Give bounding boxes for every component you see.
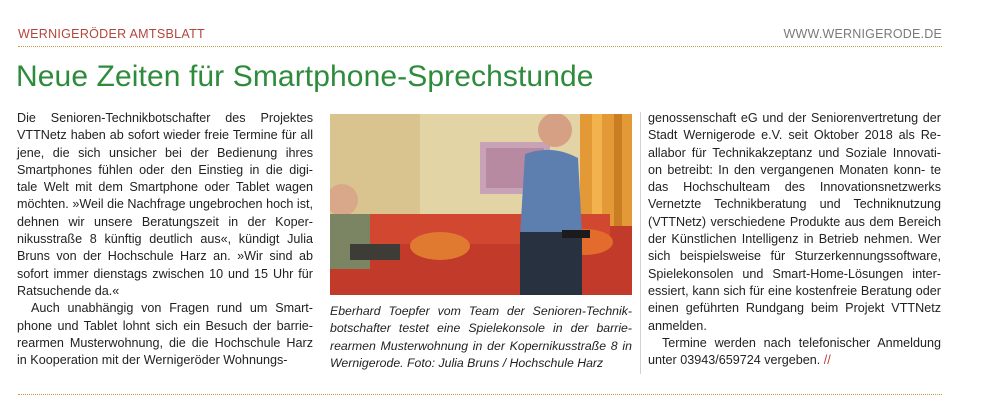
paragraph-1: Die Senioren-Technikbotschafter des Projektes VTTNetz haben ab sofort wieder freie Termine für all jene, die sich unsicher bei der Bedienung ihres Smartphones fühlen oder den Einstieg in die digi- tale Welt mit dem Smartphone oder Tablet wagen möchten. »Weil die Nachfrage ungebrochen hoch ist, dehnen wir unsere Beratungszeit in der Koper- nikusstraße 8 künftig deutlich aus«, kündigt Julia Bruns von der Hochschule Harz an. »Wir sind ab sofort immer dienstags zwischen 10 und 15 Uhr für Ratsuchende da.« (17, 111, 313, 298)
bottom-dotted-rule (18, 394, 942, 395)
column-divider (640, 112, 641, 374)
top-dotted-rule (18, 46, 942, 47)
paragraph-2: Auch unabhängig von Fragen rund um Smart- phone und Tablet lohnt sich ein Besuch der barrie- rearmen Musterwohnung, die die Hochschule Harz in Kooperation mit der Wernigeröder Wohnungs- (17, 301, 313, 368)
masthead (18, 27, 942, 47)
publication-name: WERNIGERÖDER AMTSBLATT (18, 27, 205, 41)
article-headline: Neue Zeiten für Smartphone-Sprechstunde (16, 60, 594, 93)
column-1 (17, 110, 313, 369)
paragraph-4: Termine werden nach telefonischer Anmeldung unter 03943/659724 vergeben. // (648, 335, 941, 368)
website-url[interactable]: WWW.WERNIGERODE.DE (783, 27, 942, 41)
photo-caption: Eberhard Toepfer vom Team der Senioren-Technik- botschafter testet eine Spielekonsole in der barrie- rearmen Musterwohnung in der Kopernikusstraße 8 in Wernigerode. Foto: Julia Bruns / Hochschule Harz (330, 304, 632, 371)
end-mark: // (823, 353, 831, 368)
article-photo (330, 114, 632, 295)
column-3 (648, 110, 941, 369)
paragraph-3: genossenschaft eG und der Seniorenvertretung der Stadt Wernigerode e.V. seit Oktober 2018 als Re- allabor für Technikakzeptanz und Soziale Innovati- on betreibt: In den vergangenen Monaten konn- te das Hochschulteam des Innovationsnetzwerks Vernetzte Technikberatung und Techniknutzung (VTTNetz) verschiedene Produkte aus dem Bereich der Künstlichen Intelligenz in Betrieb nehmen. Wer sich beispielsweise für Sturzerkennungssoftware, Spielekonsolen und Smart-Home-Lösungen inter- essiert, kann sich für eine kostenfreie Beratung oder einen geführten Rundgang beim Projekt VTTNetz anmelden. (648, 111, 942, 333)
